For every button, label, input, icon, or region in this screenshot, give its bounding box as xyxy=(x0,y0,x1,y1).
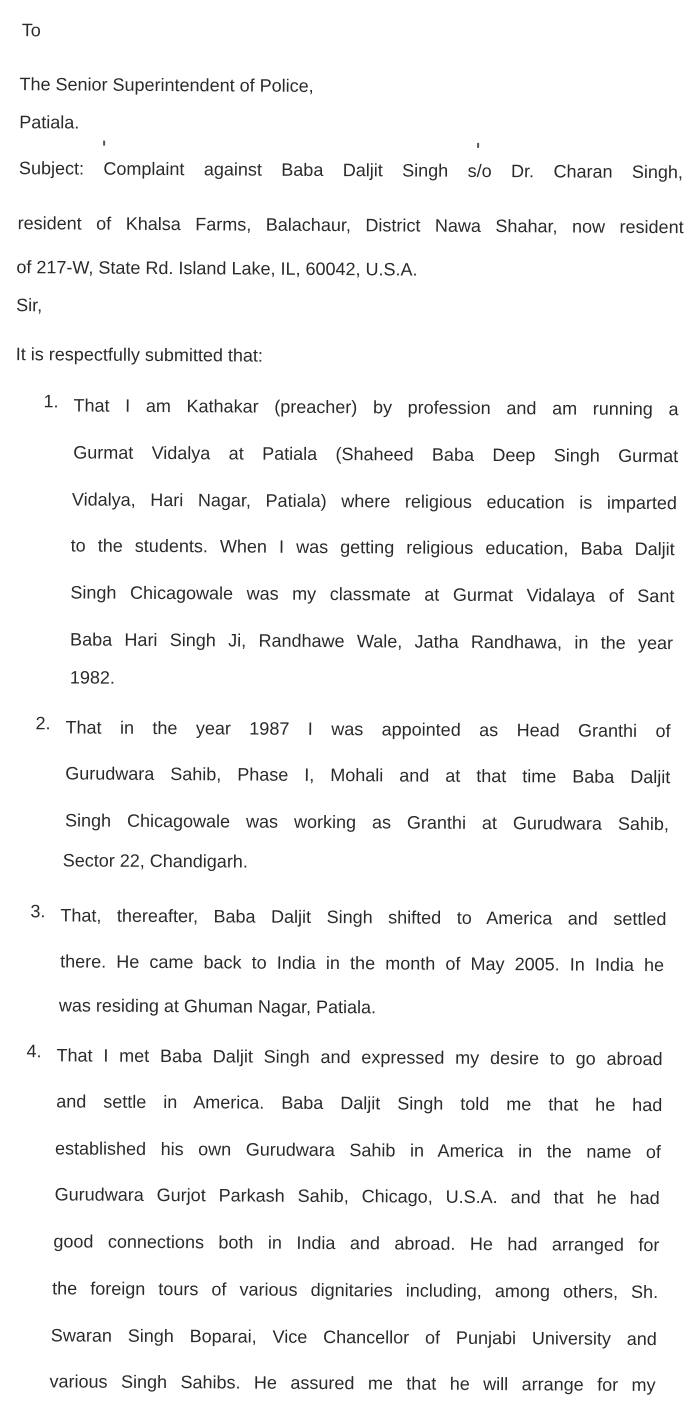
item-line: Gurudwara Sahib, Phase I, Mohali and at that time Baba Daljit xyxy=(65,763,671,788)
item-line: Singh Chicagowale was my classmate at Gurmat Vidalaya of Sant xyxy=(70,582,675,607)
salutation: Sir, xyxy=(16,295,43,316)
item-line: Vidalya, Hari Nagar, Patiala) where religious education is imparted xyxy=(71,489,678,514)
item-line: That I met Baba Daljit Singh and expressed my desire to go abroad xyxy=(56,1045,663,1070)
item-line: Gurmat Vidalya at Patiala (Shaheed Baba Deep Singh Gurmat xyxy=(73,442,679,467)
subject-line-1: Subject: Complaint against Baba Daljit Singh s/o Dr. Charan Singh, xyxy=(18,158,684,183)
item-line: That, thereafter, Baba Daljit Singh shifted to America and settled xyxy=(60,905,667,930)
item-line: That I am Kathakar (preacher) by profession and am running a xyxy=(73,395,679,420)
item-line: established his own Gurudwara Sahib in America in the name of xyxy=(54,1138,662,1163)
item-line: the foreign tours of various dignitaries including, among others, Sh. xyxy=(52,1278,659,1303)
item-line: Singh Chicagowale was working as Granthi at Gurudwara Sahib, xyxy=(64,810,670,835)
intro-line: It is respectfully submitted that: xyxy=(15,344,264,366)
item-line: Sector 22, Chandigarh. xyxy=(62,850,248,872)
item-line: there. He came back to India in the month of May 2005. In India he xyxy=(60,951,665,976)
addressee-line: The Senior Superintendent of Police, xyxy=(19,74,314,96)
item-number: 4. xyxy=(26,1041,42,1062)
city-line: Patiala. xyxy=(19,112,80,133)
item-number: 2. xyxy=(35,713,51,734)
item-number: 1. xyxy=(43,391,59,412)
item-line: 1982. xyxy=(69,667,115,688)
item-line: various Singh Sahibs. He assured me that he will arrange for my xyxy=(49,1371,656,1396)
item-line: That in the year 1987 I was appointed as Head Granthi of xyxy=(65,717,671,742)
scan-speck xyxy=(103,141,105,146)
item-line: was residing at Ghuman Nagar, Patiala. xyxy=(58,995,377,1018)
item-line: Swaran Singh Boparai, Vice Chancellor of Punjabi University and xyxy=(50,1325,657,1350)
item-line: Baba Hari Singh Ji, Randhawe Wale, Jatha Randhawa, in the year xyxy=(70,629,674,654)
subject-line-3: of 217-W, State Rd. Island Lake, IL, 60042, U.S.A. xyxy=(16,257,418,280)
scan-speck xyxy=(477,143,479,148)
item-line: good connections both in India and abroad. He had arranged for xyxy=(53,1231,660,1256)
item-number: 3. xyxy=(30,901,46,922)
to-line: To xyxy=(21,20,41,41)
item-line: to the students. When I was getting religious education, Baba Daljit xyxy=(70,535,675,560)
subject-line-2: resident of Khalsa Farms, Balachaur, District Nawa Shahar, now resident xyxy=(17,213,684,238)
item-line: Gurudwara Gurjot Parkash Sahib, Chicago, U.S.A. and that he had xyxy=(54,1184,660,1209)
item-line: and settle in America. Baba Daljit Singh told me that he had xyxy=(56,1091,663,1116)
